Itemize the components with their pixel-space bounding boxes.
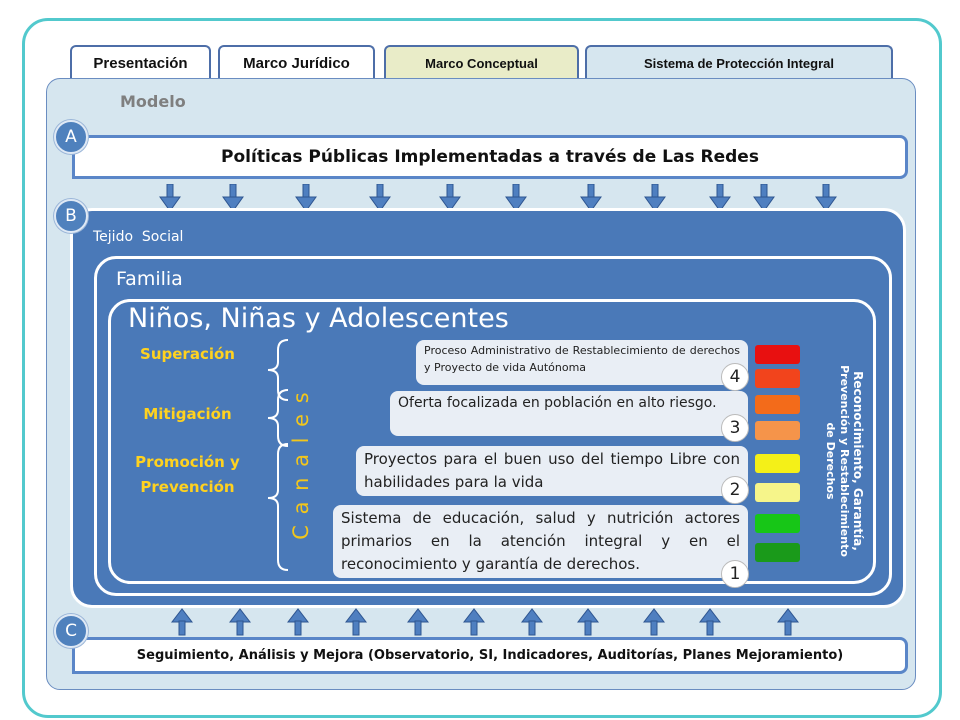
channel-number-4: 4 <box>721 363 749 391</box>
swatch-2 <box>755 369 800 388</box>
marker-c: C <box>54 614 88 648</box>
down-arrow-icon <box>710 184 730 211</box>
box-oferta-focalizada: Oferta focalizada en población en alto riesgo. <box>390 391 748 436</box>
reconocimiento-label <box>815 356 865 566</box>
brace-icon <box>268 340 288 570</box>
tab-marco-juridico[interactable]: Marco Jurídico <box>218 45 375 79</box>
swatch-1 <box>755 345 800 364</box>
tab-presentacion[interactable]: Presentación <box>70 45 211 79</box>
channel-number-1: 1 <box>721 560 749 588</box>
swatch-7 <box>755 514 800 533</box>
down-arrow-icon <box>506 184 526 211</box>
tejido-social-label: Tejido Social <box>93 229 184 245</box>
down-arrow-icon <box>296 184 316 211</box>
box-sistema-educacion: Sistema de educación, salud y nutrición actores primarios en la atención integral y en el reconocimiento y garantía de derechos. <box>333 505 748 578</box>
up-arrow-icon <box>578 609 598 635</box>
up-arrow-icon <box>644 609 664 635</box>
box-proyectos-tiempo-libre: Proyectos para el buen uso del tiempo Libre con habilidades para la vida <box>356 446 748 496</box>
swatch-6 <box>755 483 800 502</box>
up-arrow-icon <box>230 609 250 635</box>
up-arrow-icon <box>522 609 542 635</box>
up-arrows <box>160 608 810 638</box>
policies-bar: Políticas Públicas Implementadas a través de Las Redes <box>72 135 908 179</box>
tab-marco-conceptual[interactable]: Marco Conceptual <box>384 45 579 79</box>
swatch-5 <box>755 454 800 473</box>
swatch-8 <box>755 543 800 562</box>
down-arrow-icon <box>223 184 243 211</box>
up-arrow-icon <box>464 609 484 635</box>
swatch-4 <box>755 421 800 440</box>
up-arrow-icon <box>346 609 366 635</box>
level-superacion: Superación <box>140 345 235 363</box>
channel-number-3: 3 <box>721 414 749 442</box>
box-restablecimiento: Proceso Administrativo de Restablecimiento de derechos y Proyecto de vida Autónoma <box>416 340 748 385</box>
section-title: Modelo <box>120 92 186 111</box>
level-mitigacion: Mitigación <box>143 405 232 423</box>
reconocimiento-line1: Reconocimiento, Garantía, <box>851 371 865 551</box>
down-arrow-icon <box>581 184 601 211</box>
reconocimiento-line3: de Derechos <box>824 422 837 500</box>
marker-a: A <box>54 120 88 154</box>
nna-title: Niños, Niñas y Adolescentes <box>128 303 509 334</box>
up-arrow-icon <box>408 609 428 635</box>
marker-b: B <box>54 199 88 233</box>
up-arrow-icon <box>700 609 720 635</box>
down-arrow-icon <box>754 184 774 211</box>
level-prevencion: Prevención <box>140 478 235 496</box>
reconocimiento-line2: Prevención y Restablecimiento <box>838 365 851 557</box>
down-arrow-icon <box>370 184 390 211</box>
familia-label: Familia <box>116 268 183 290</box>
down-arrow-icon <box>440 184 460 211</box>
channel-number-2: 2 <box>721 476 749 504</box>
down-arrow-icon <box>645 184 665 211</box>
swatch-3 <box>755 395 800 414</box>
tab-sistema-proteccion[interactable]: Sistema de Protección Integral <box>585 45 893 79</box>
up-arrow-icon <box>172 609 192 635</box>
up-arrow-icon <box>778 609 798 635</box>
level-promocion: Promoción y <box>135 453 240 471</box>
up-arrow-icon <box>288 609 308 635</box>
down-arrow-icon <box>816 184 836 211</box>
seguimiento-bar: Seguimiento, Análisis y Mejora (Observatorio, SI, Indicadores, Auditorías, Planes Mejoramiento) <box>72 637 908 674</box>
down-arrow-icon <box>160 184 180 211</box>
canales-label: C a n a l e s <box>289 390 313 540</box>
